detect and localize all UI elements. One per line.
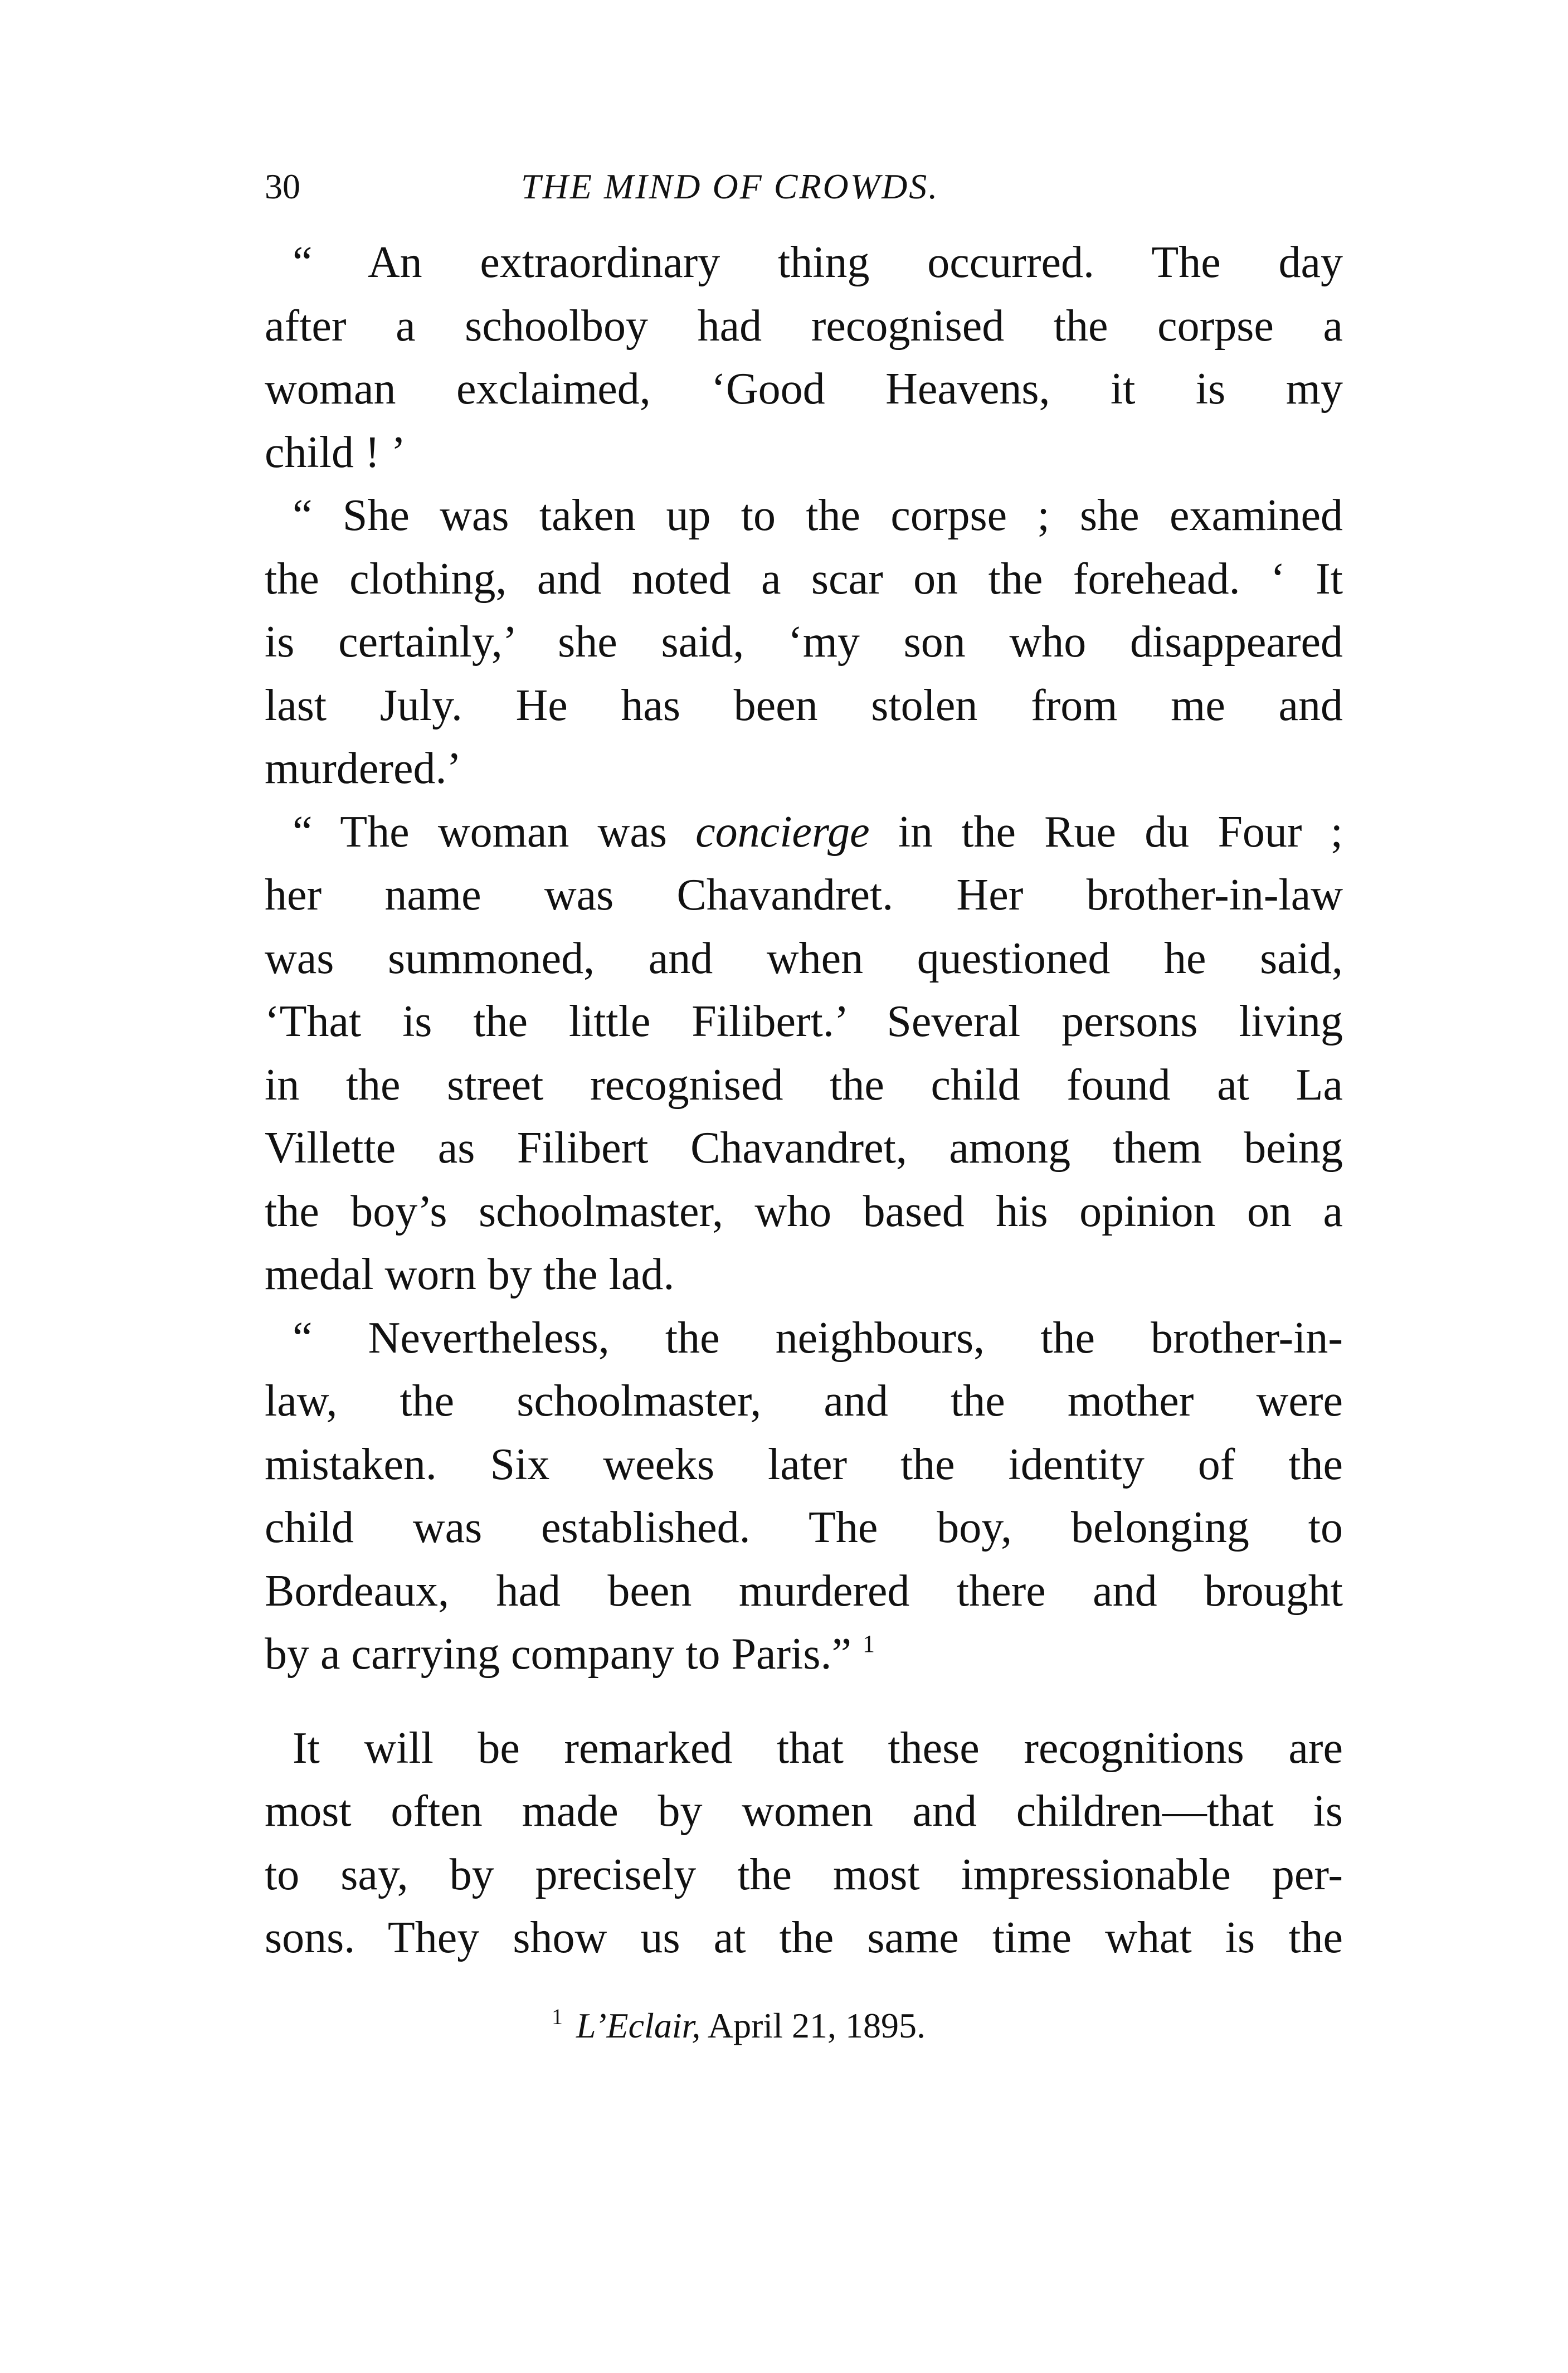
text-line: child was established. The boy, belonging to	[265, 1503, 1343, 1552]
body-text	[265, 231, 1343, 1970]
text-line: after a schoolboy had recognised the corpse a	[265, 301, 1343, 351]
text-line: mistaken. Six weeks later the identity of the	[265, 1440, 1343, 1489]
text-fragment: by a carrying company to Paris.”	[265, 1630, 852, 1679]
paragraph-1	[265, 231, 1343, 484]
text-fragment: in the Rue du Four ;	[869, 807, 1343, 857]
page-number: 30	[265, 167, 300, 206]
text-line: woman exclaimed, ‘Good Heavens, it is my	[265, 364, 1343, 414]
footnote-date: April 21, 1895.	[700, 2005, 926, 2045]
paragraph-2	[265, 484, 1343, 801]
book-page	[265, 162, 1343, 2048]
text-line: ‘That is the little Filibert.’ Several persons living	[265, 997, 1343, 1046]
footnote-reference: 1	[863, 1630, 875, 1657]
text-line: murdered.’	[265, 744, 462, 793]
running-header	[265, 162, 1343, 212]
text-line: Villette as Filibert Chavandret, among them being	[265, 1124, 1343, 1173]
text-line: Bordeaux, had been murdered there and brought	[265, 1566, 1343, 1616]
text-line: “ Nevertheless, the neighbours, the brother-in-	[293, 1313, 1343, 1363]
text-line: the boy’s schoolmaster, who based his opinion on a	[265, 1186, 1343, 1236]
text-line: “ She was taken up to the corpse ; she examined	[293, 491, 1343, 540]
footnote-source: L’Eclair,	[576, 2005, 701, 2045]
text-line: “ An extraordinary thing occurred. The day	[293, 238, 1343, 287]
text-line: law, the schoolmaster, and the mother were	[265, 1377, 1343, 1426]
text-line: It will be remarked that these recognitions are	[293, 1723, 1343, 1773]
paragraph-5	[265, 1717, 1343, 1970]
text-line: sons. They show us at the same time what is the	[265, 1913, 1343, 1962]
paragraph-3	[265, 801, 1343, 1307]
running-title: THE MIND OF CROWDS.	[521, 167, 939, 206]
text-line: in the street recognised the child found at La	[265, 1060, 1343, 1110]
text-line: her name was Chavandret. Her brother-in-law	[265, 871, 1343, 920]
text-line: the clothing, and noted a scar on the forehead. ‘ It	[265, 554, 1343, 604]
italic-word: concierge	[695, 807, 870, 857]
text-line: child ! ’	[265, 427, 406, 477]
text-line: last July. He has been stolen from me and	[265, 680, 1343, 730]
text-line: was summoned, and when questioned he said,	[265, 933, 1343, 983]
text-line: medal worn by the lad.	[265, 1250, 675, 1299]
footnote-mark: 1	[552, 2004, 563, 2029]
text-line: is certainly,’ she said, ‘my son who disappeared	[265, 617, 1343, 667]
footnote	[265, 1995, 1343, 2048]
text-line-with-footnote-ref	[265, 1623, 1343, 1686]
text-fragment: “ The woman was	[293, 807, 696, 857]
text-line: most often made by women and children—that is	[265, 1787, 1343, 1836]
text-line-with-italic	[265, 801, 1343, 864]
text-line: to say, by precisely the most impressionable per-	[265, 1850, 1343, 1899]
paragraph-4	[265, 1307, 1343, 1686]
